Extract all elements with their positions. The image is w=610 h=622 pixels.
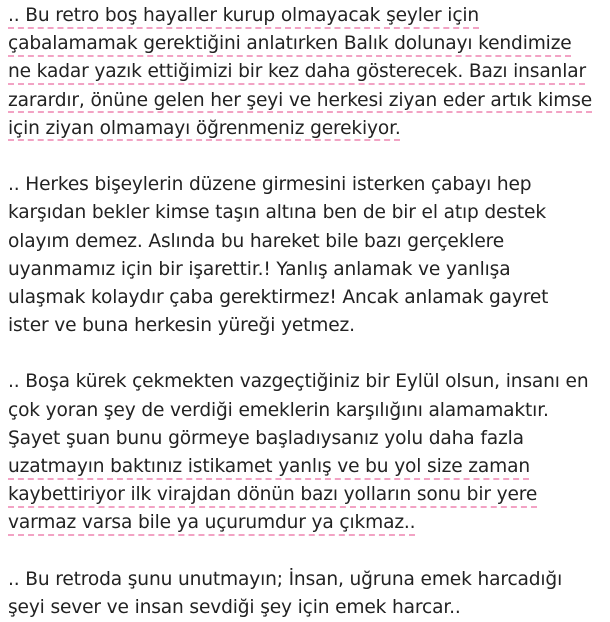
text-line: ne kadar yazık ettiğimizi bir kez daha gösterecek. Bazı insanlar	[8, 61, 586, 83]
text-line: .. Boşa kürek çekmekten vazgeçtiğiniz bir Eylül olsun, insanı en	[8, 371, 589, 393]
text-line: ulaşmak kolaydır çaba gerektirmez! Ancak anlamak gayret	[8, 286, 549, 308]
text-line: ister ve buna herkesin yüreği yetmez.	[8, 315, 355, 337]
paragraph-4	[8, 566, 606, 622]
text-line: uyanmamız için bir işarettir.! Yanlış anlamak ve yanlışa	[8, 258, 511, 280]
text-line: .. Herkes bişeylerin düzene girmesini isterken çabayı hep	[8, 174, 532, 196]
paragraph-3	[8, 368, 606, 537]
text-line: karşıdan bekler kimse taşın altına ben de bir el atıp destek	[8, 202, 546, 224]
paragraph-gap	[8, 143, 606, 171]
paragraph-gap	[8, 538, 606, 566]
paragraph-2	[8, 171, 606, 340]
text-line: uzatmayın baktınız istikamet yanlış ve bu yol size zaman	[8, 456, 530, 477]
paragraph-1	[8, 2, 606, 143]
text-line: olayım demez. Aslında bu hareket bile bazı gerçeklere	[8, 230, 504, 252]
text-line: için ziyan olmamayı öğrenmeniz gerekiyor.	[8, 117, 401, 139]
text-line: .. Bu retroda şunu unutmayın; İnsan, uğruna emek harcadığı	[8, 568, 563, 590]
text-line: .. Bu retro boş hayaller kurup olmayacak şeyler için	[8, 5, 480, 26]
text-line: zarardır, önüne gelen her şeyi ve herkesi ziyan eder artık kimse	[8, 89, 593, 111]
text-line: çabalamamak gerektiğini anlatırken Balık dolunayı kendimize	[8, 33, 572, 55]
text-line: çok yoran şey de verdiği emeklerin karşılığını alamamaktır.	[8, 399, 549, 421]
text-line: Şayet şuan bunu görmeye başladıysanız yolu daha fazla	[8, 427, 524, 449]
text-line: şeyi sever ve insan sevdiği şey için emek harcar..	[8, 596, 461, 618]
paragraph-gap	[8, 340, 606, 368]
text-line: varmaz varsa bile ya uçurumdur ya çıkmaz..	[8, 512, 416, 534]
text-line: kaybettiriyor ilk virajdan dönün bazı yolların sonu bir yere	[8, 484, 538, 506]
document-page	[8, 2, 606, 622]
